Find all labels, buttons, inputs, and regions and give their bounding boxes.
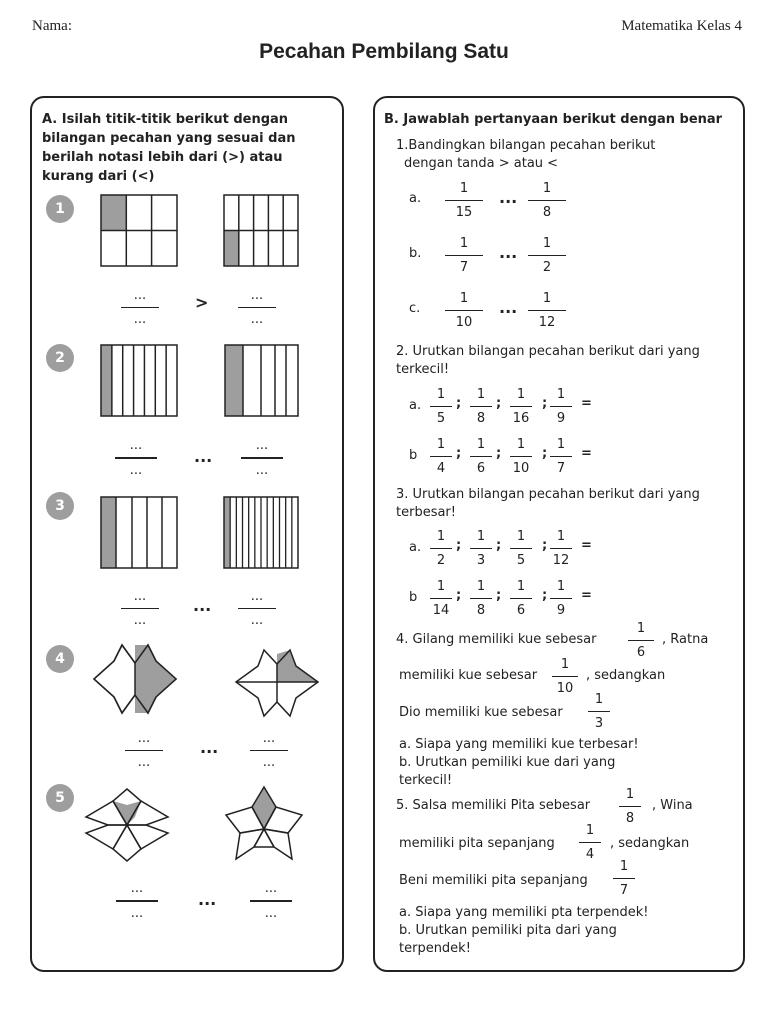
equals-sign: = (581, 396, 592, 411)
blank-fraction[interactable]: ... ... (121, 588, 159, 629)
compare-blank[interactable]: ... (200, 738, 219, 757)
fraction: 1 14 (430, 578, 452, 619)
fraction: 1 8 (619, 786, 641, 827)
fraction: 1 10 (510, 436, 532, 477)
separator: ; (542, 446, 548, 461)
name-label: Nama: (32, 18, 72, 34)
compare-symbol: > (195, 293, 209, 312)
blank-fraction[interactable]: ... ... (116, 880, 158, 922)
number-badge: 4 (46, 645, 74, 673)
row-label: b (409, 448, 418, 463)
separator: ; (542, 588, 548, 603)
compare-blank[interactable]: ... (499, 298, 518, 317)
separator: ; (542, 538, 548, 553)
strip-figure-sixths (101, 497, 177, 568)
q4-answers: a. Siapa yang memiliki kue terbesar! b. Urutkan pemiliki kue dari yang terkecil! (399, 737, 639, 788)
number-badge: 5 (46, 784, 74, 812)
fraction: 1 16 (510, 386, 532, 427)
q5-line1-end: , Wina (652, 798, 693, 813)
q2-text: 2. Urutkan bilangan pecahan berikut dari yang terkecil! (396, 344, 700, 377)
star-figure-quarters (234, 648, 320, 718)
row-label: a. (409, 398, 422, 413)
fraction: 1 7 (550, 436, 572, 477)
separator: ; (496, 396, 502, 411)
page-title: Pecahan Pembilang Satu (259, 40, 509, 63)
strip-figure-twelfths (224, 497, 298, 568)
fraction: 1 3 (470, 528, 492, 569)
separator: ; (496, 538, 502, 553)
q5-answers: a. Siapa yang memiliki pta terpendek! b. Urutkan pemiliki pita dari yang terpendek! (399, 905, 649, 956)
fraction: 1 12 (528, 290, 566, 331)
star-figure-halves (92, 643, 178, 715)
fraction: 1 5 (430, 386, 452, 427)
section-b-title: B. Jawablah pertanyaan berikut dengan benar (384, 112, 723, 127)
number-badge: 3 (46, 492, 74, 520)
q4-line2-end: , sedangkan (586, 668, 666, 683)
compare-blank[interactable]: ... (499, 188, 518, 207)
fraction: 1 9 (550, 578, 572, 619)
fraction: 1 12 (550, 528, 572, 569)
fraction: 1 10 (552, 656, 578, 697)
fraction: 1 6 (510, 578, 532, 619)
five-point-star-figure (226, 785, 302, 863)
fraction: 1 2 (430, 528, 452, 569)
q1-label-a: a. (409, 191, 422, 206)
q1-label-b: b. (409, 246, 422, 261)
blank-fraction[interactable]: ... ... (121, 287, 159, 328)
fraction: 1 5 (510, 528, 532, 569)
fraction: 1 9 (550, 386, 572, 427)
equals-sign: = (581, 588, 592, 603)
fraction: 1 10 (445, 290, 483, 331)
fraction: 1 2 (528, 235, 566, 276)
compare-blank[interactable]: ... (499, 243, 518, 262)
q4-line3: Dio memiliki kue sebesar (399, 705, 563, 720)
blank-fraction[interactable]: ... ... (238, 588, 276, 629)
separator: ; (456, 396, 462, 411)
compare-blank[interactable]: ... (193, 596, 212, 615)
q4-line1-end: , Ratna (662, 632, 709, 647)
q4-line2: memiliki kue sebesar (399, 668, 538, 683)
blank-fraction[interactable]: ... ... (250, 880, 292, 922)
blank-fraction[interactable]: ... ... (250, 730, 288, 771)
grid-figure-sixths (101, 195, 177, 266)
fraction: 1 4 (430, 436, 452, 477)
q5-line2-end: , sedangkan (610, 836, 690, 851)
q4-line1: 4. Gilang memiliki kue sebesar (396, 632, 597, 647)
q1-label-c: c. (409, 301, 421, 316)
separator: ; (456, 446, 462, 461)
number-badge: 2 (46, 344, 74, 372)
q5-line1: 5. Salsa memiliki Pita sebesar (396, 798, 591, 813)
blank-fraction[interactable]: ... ... (115, 437, 157, 479)
six-point-star-figure (84, 787, 170, 863)
blank-fraction[interactable]: ... ... (241, 437, 283, 479)
strip-figure-sevenths (101, 345, 177, 416)
section-a-title: A. Isilah titik-titik berikut dengan bilangan pecahan yang sesuai dan berilah notasi lebih dari (>) atau kurang dari (<) (42, 112, 296, 184)
compare-blank[interactable]: ... (198, 890, 217, 909)
fraction: 1 7 (445, 235, 483, 276)
compare-blank[interactable]: ... (194, 447, 213, 466)
separator: ; (496, 588, 502, 603)
grid-figure-tenths (224, 195, 298, 266)
fraction: 1 4 (579, 822, 601, 863)
q5-line3: Beni memiliki pita sepanjang (399, 873, 588, 888)
separator: ; (456, 588, 462, 603)
fraction: 1 7 (613, 858, 635, 899)
separator: ; (542, 396, 548, 411)
fraction: 1 3 (588, 691, 610, 732)
blank-fraction[interactable]: ... ... (238, 287, 276, 328)
q5-line2: memiliki pita sepanjang (399, 836, 555, 851)
fraction: 1 6 (470, 436, 492, 477)
separator: ; (496, 446, 502, 461)
fraction: 1 8 (470, 386, 492, 427)
q1-text: 1.Bandingkan bilangan pecahan berikut dengan tanda > atau < (396, 138, 656, 171)
q3-text: 3. Urutkan bilangan pecahan berikut dari yang terbesar! (396, 487, 700, 520)
row-label: a. (409, 540, 422, 555)
fraction: 1 15 (445, 180, 483, 221)
strip-figure-fifths (225, 345, 298, 416)
blank-fraction[interactable]: ... ... (125, 730, 163, 771)
fraction: 1 8 (470, 578, 492, 619)
subject-label: Matematika Kelas 4 (621, 18, 742, 34)
fraction: 1 8 (528, 180, 566, 221)
fraction: 1 6 (628, 620, 654, 661)
separator: ; (456, 538, 462, 553)
row-label: b (409, 590, 418, 605)
equals-sign: = (581, 446, 592, 461)
equals-sign: = (581, 538, 592, 553)
number-badge: 1 (46, 195, 74, 223)
